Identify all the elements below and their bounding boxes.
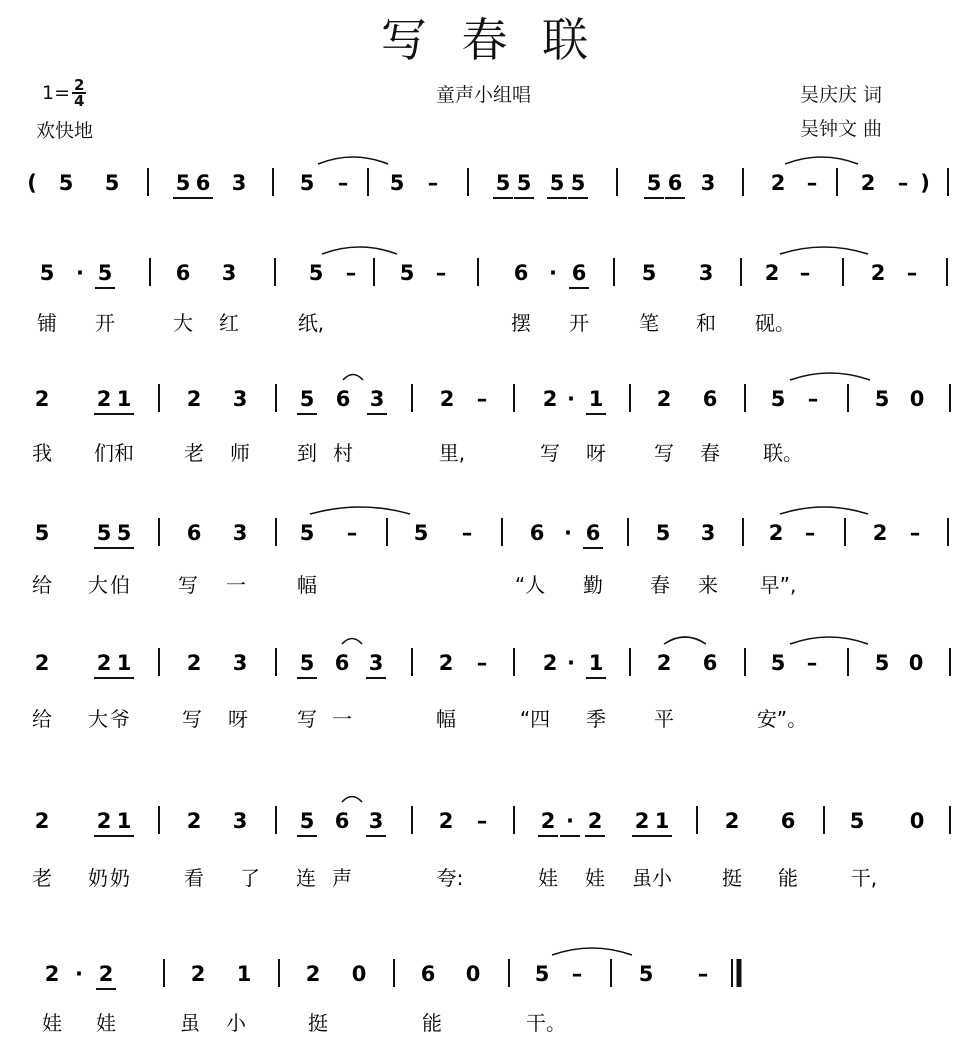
lyric-syllable: 我 [32,441,52,465]
note: 6 [186,521,202,545]
lyric-syllable: 小 [226,1011,246,1035]
lyric-syllable: 伯 [110,573,130,597]
note: 1 [116,809,132,833]
lyric-syllable: 们 [94,441,114,465]
note: 2 [542,387,558,411]
lyric-syllable: 开 [569,311,589,335]
note: 2 [186,387,202,411]
lyric-syllable: 了 [240,866,260,890]
lyric-syllable: 爷 [110,707,130,731]
note: 5 [299,809,315,833]
dash-note: – [806,171,818,195]
note: 1 [236,962,252,986]
note: 2 [540,809,556,833]
lyric-syllable: “人 [514,573,546,597]
note: ) [920,171,930,195]
note: 6 [571,261,587,285]
note: 0 [909,809,925,833]
lyric-syllable: 写 [297,707,317,731]
note: 5 [299,521,315,545]
dash-note: – [345,261,357,285]
note: 5 [534,962,550,986]
lyric-syllable: 写 [540,441,560,465]
note: 2 [96,809,112,833]
lyric-syllable: 大 [173,311,193,335]
note: 6 [334,809,350,833]
lyric-syllable: 红 [219,311,239,335]
note: 5 [874,387,890,411]
tie-arc [343,375,363,381]
note: 0 [909,387,925,411]
lyric-syllable: 勤 [583,573,603,597]
lyric-syllable: 村 [333,441,353,465]
note: 3 [369,387,385,411]
lyric-syllable: 写 [654,441,674,465]
note: 2 [186,809,202,833]
tie-arc [322,247,397,254]
lyric-syllable: 给 [32,707,52,731]
note: 5 [389,171,405,195]
note: 5 [641,261,657,285]
lyric-syllable: 春 [700,441,720,465]
note: 2 [870,261,886,285]
lyric-syllable: 干, [850,866,878,890]
lyric-syllable: 老 [32,866,52,890]
note: 2 [542,651,558,675]
note: 5 [655,521,671,545]
lyric-syllable: 呀 [228,707,248,731]
lyric-syllable: 早”, [759,573,797,597]
note: 0 [351,962,367,986]
note: 2 [439,387,455,411]
score-line [37,247,947,335]
dash-note: – [571,962,583,986]
dash-note: – [346,521,358,545]
key-prefix: 1= [42,82,71,104]
note: 1 [116,651,132,675]
lyric-syllable: 挺 [308,1011,328,1035]
score-line [32,507,948,597]
note: 3 [698,261,714,285]
note: 2 [872,521,888,545]
lyric-syllable: 大 [88,707,108,731]
dash-note: – [476,809,488,833]
note: 2 [656,651,672,675]
tie-arc [785,157,858,164]
note: 5 [308,261,324,285]
note: 6 [529,521,545,545]
lyricist-credit: 吴庆庆 词 [800,84,883,106]
note: 3 [368,809,384,833]
lyric-syllable: 季 [586,707,606,731]
lyric-syllable: 幅 [436,707,456,731]
note: 2 [34,809,50,833]
note: 6 [420,962,436,986]
note: 2 [98,962,114,986]
lyric-syllable: 娃 [538,866,558,890]
performer-credit: 童声小组唱 [436,84,532,106]
dot-mark: · [564,521,572,545]
note: 0 [908,651,924,675]
dot-mark: · [549,261,557,285]
note: 5 [299,171,315,195]
composer-credit: 吴钟文 曲 [800,118,883,140]
dot-mark: · [567,387,575,411]
lyric-syllable: 虽 [180,1011,200,1035]
note: 2 [34,651,50,675]
score-line [32,797,950,891]
lyric-syllable: 写 [182,707,202,731]
note: 3 [231,171,247,195]
note: 1 [654,809,670,833]
note: 2 [656,387,672,411]
tie-arc [790,637,868,644]
dot-mark: · [566,809,574,833]
note: 1 [588,387,604,411]
tie-arc [342,797,362,803]
score-line [42,948,739,1035]
note: 5 [646,171,662,195]
lyric-syllable: 和 [114,441,134,465]
note: 2 [768,521,784,545]
lyric-syllable: 挺 [722,866,742,890]
note: 2 [96,387,112,411]
tie-arc [552,948,632,955]
note: 5 [516,171,532,195]
note: 6 [702,387,718,411]
note: 5 [104,171,120,195]
tie-arc [664,637,706,644]
tie-arc [310,507,410,514]
note: 6 [667,171,683,195]
note: 6 [195,171,211,195]
lyric-syllable: “四 [519,707,551,731]
lyric-syllable: 娃 [96,1011,116,1035]
note: 2 [44,962,60,986]
lyric-syllable: 里, [438,441,466,465]
dash-note: – [806,651,818,675]
note: 5 [175,171,191,195]
lyric-syllable: 干。 [526,1011,566,1035]
lyric-syllable: 连 [296,866,316,890]
note: 2 [96,651,112,675]
note: 3 [232,521,248,545]
dash-note: – [337,171,349,195]
note: 1 [116,387,132,411]
dash-note: – [461,521,473,545]
note: 3 [221,261,237,285]
lyric-syllable: 来 [698,573,718,597]
lyric-syllable: 到 [297,441,317,465]
note: ( [27,171,37,195]
dash-note: – [427,171,439,195]
lyric-syllable: 小 [652,866,672,890]
note: 2 [770,171,786,195]
lyric-syllable: 大 [88,573,108,597]
note: 2 [587,809,603,833]
lyric-syllable: 纸, [297,311,325,335]
note: 5 [58,171,74,195]
lyric-syllable: 奶 [88,866,108,890]
tie-arc [780,507,868,514]
note: 6 [702,651,718,675]
lyric-syllable: 幅 [297,573,317,597]
note: 5 [299,387,315,411]
lyric-syllable: 能 [778,866,798,890]
lyric-syllable: 写 [178,573,198,597]
score-line [32,373,950,465]
note: 2 [860,171,876,195]
note: 2 [190,962,206,986]
lyric-syllable: 娃 [585,866,605,890]
lyric-syllable: 春 [650,573,670,597]
note: 5 [849,809,865,833]
note: 2 [438,651,454,675]
note: 5 [39,261,55,285]
tie-arc [780,247,868,254]
note: 5 [97,261,113,285]
lyric-syllable: 笔 [639,311,659,335]
note: 6 [513,261,529,285]
dash-note: – [476,387,488,411]
dash-note: – [697,962,709,986]
time-numerator: 2 [74,76,85,94]
lyric-syllable: 给 [32,573,52,597]
lyric-syllable: 一 [332,707,352,731]
note: 5 [638,962,654,986]
note: 3 [232,809,248,833]
lyric-syllable: 奶 [110,866,130,890]
note: 1 [588,651,604,675]
dash-note: – [476,651,488,675]
lyric-syllable: 摆 [511,311,531,335]
lyric-syllable: 一 [226,573,246,597]
note: 5 [874,651,890,675]
note: 5 [770,387,786,411]
note: 5 [770,651,786,675]
note: 6 [334,651,350,675]
lyric-syllable: 虽 [632,866,652,890]
note: 6 [585,521,601,545]
dot-mark: · [75,962,83,986]
lyric-syllable: 呀 [586,441,606,465]
note: 3 [368,651,384,675]
note: 5 [34,521,50,545]
note: 5 [570,171,586,195]
note: 0 [465,962,481,986]
lyric-syllable: 开 [95,311,115,335]
lyric-syllable: 师 [230,441,250,465]
note: 3 [232,387,248,411]
note: 2 [724,809,740,833]
lyric-syllable: 看 [184,866,204,890]
score-line [32,637,950,731]
lyric-syllable: 娃 [42,1011,62,1035]
note: 2 [186,651,202,675]
note: 2 [764,261,780,285]
dash-note: – [435,261,447,285]
note: 5 [413,521,429,545]
note: 6 [175,261,191,285]
lyric-syllable: 铺 [37,311,57,335]
lyric-syllable: 夸: [436,866,464,890]
lyric-syllable: 平 [654,707,674,731]
tie-arc [342,639,362,645]
note: 3 [232,651,248,675]
note: 6 [335,387,351,411]
note: 5 [299,651,315,675]
lyric-syllable: 老 [184,441,204,465]
note: 5 [549,171,565,195]
lyric-syllable: 安”。 [756,707,808,731]
tie-arc [790,373,870,380]
lyric-syllable: 砚。 [755,311,795,335]
dash-note: – [799,261,811,285]
note: 5 [116,521,132,545]
dash-note: – [909,521,921,545]
score-line [27,157,948,198]
note: 5 [399,261,415,285]
note: 2 [34,387,50,411]
time-denominator: 4 [74,92,85,110]
note: 6 [780,809,796,833]
dash-note: – [804,521,816,545]
note: 3 [700,171,716,195]
lyric-syllable: 和 [696,311,716,335]
lyric-syllable: 能 [422,1011,442,1035]
lyric-syllable: 声 [332,866,352,890]
tempo-marking: 欢快地 [36,120,94,142]
lyric-syllable: 联。 [763,441,803,465]
note: 5 [96,521,112,545]
note: 5 [495,171,511,195]
song-title: 写 春 联 [380,13,599,67]
dot-mark: · [567,651,575,675]
note: 2 [438,809,454,833]
tie-arc [318,157,388,164]
note: 2 [634,809,650,833]
note: 2 [305,962,321,986]
dash-note: – [807,387,819,411]
dot-mark: · [76,261,84,285]
dash-note: – [897,171,909,195]
note: 3 [700,521,716,545]
dash-note: – [906,261,918,285]
